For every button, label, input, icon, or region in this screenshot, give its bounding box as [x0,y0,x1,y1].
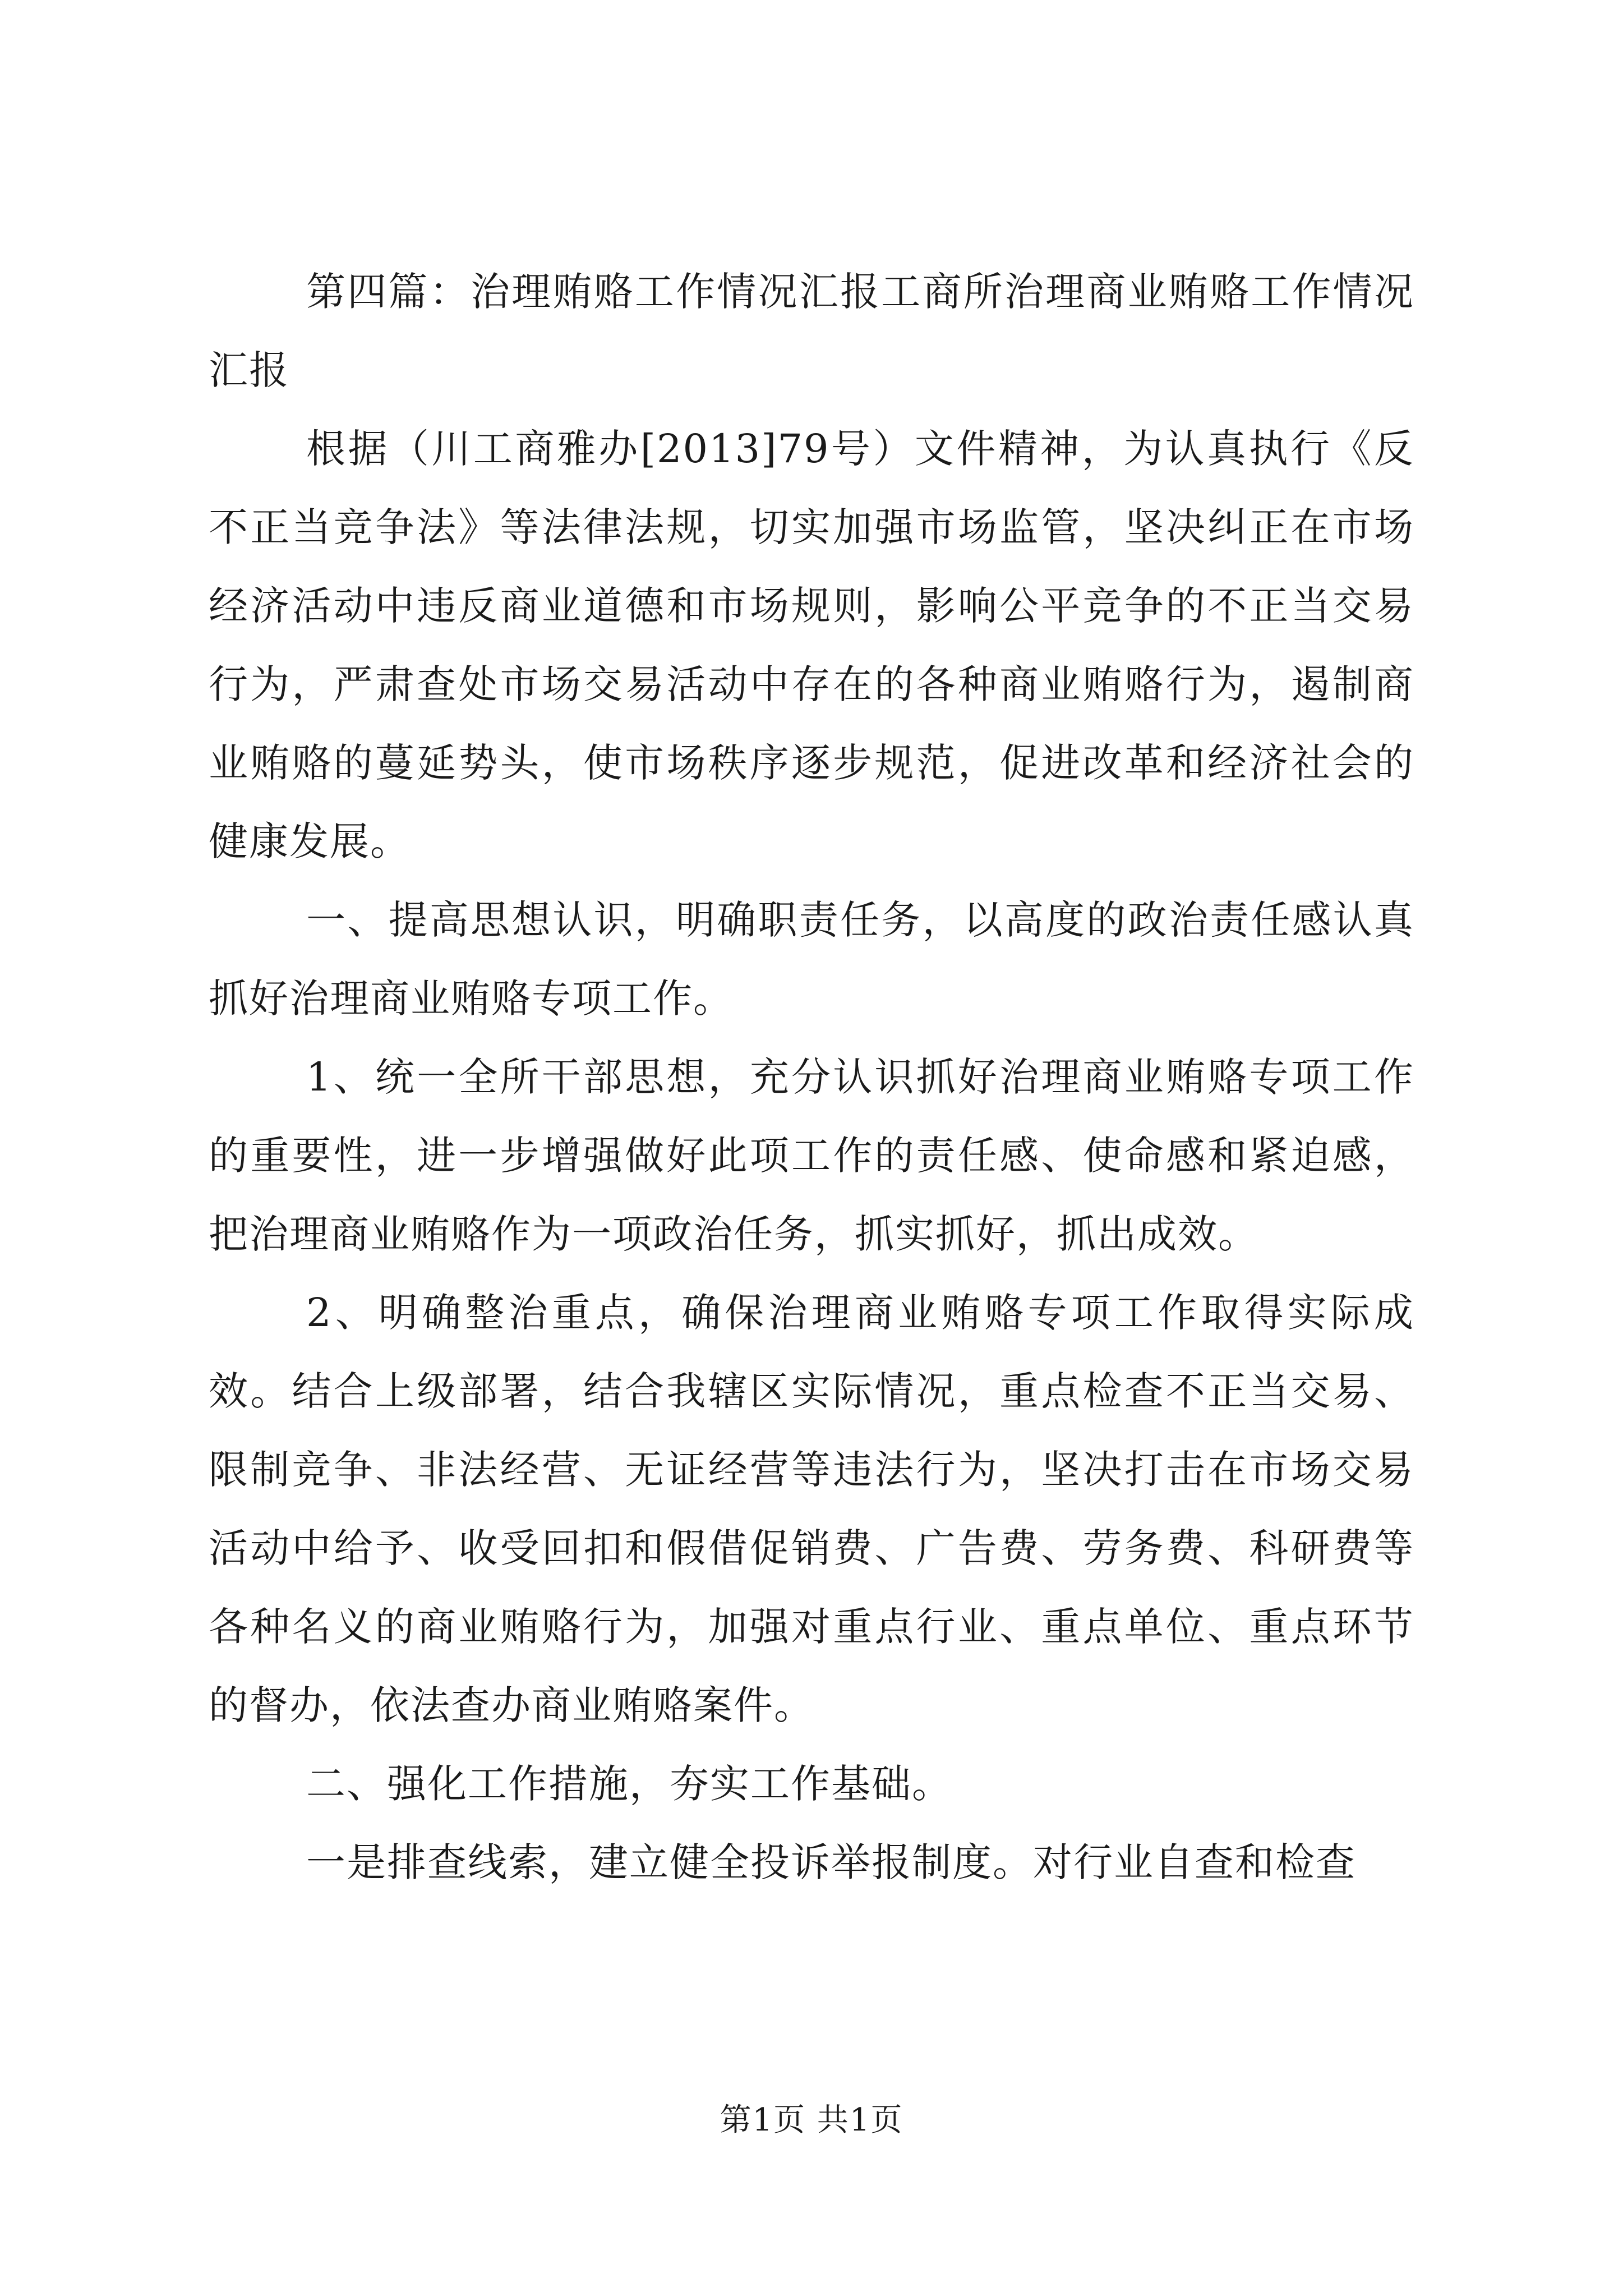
section-heading-two: 二、强化工作措施，夯实工作基础。 [306,1761,952,1807]
page-footer: 第1页 共1页 [720,2102,903,2138]
document-body [209,252,1414,1902]
paragraph-item-1: 1、统一全所干部思想，充分认识抓好治理商业贿赂专项工作的重要性，进一步增强做好此项工作的责任感、使命感和紧迫感，把治理商业贿赂作为一项政治任务，抓实抓好，抓出成效。 [209,1054,1414,1257]
paragraph-intro: 根据（川工商雅办[2013]79号）文件精神，为认真执行《反不正当竞争法》等法律法规，切实加强市场监管，坚决纠正在市场经济活动中违反商业道德和市场规则，影响公平竞争的不正当交易行为，严肃查处市场交易活动中存在的各种商业贿赂行为，遏制商业贿赂的蔓延势头，使市场秩序逐步规范，促进改革和经济社会的健康发展。 [209,426,1414,864]
paragraph-measure-1: 一是排查线索，建立健全投诉举报制度。对行业自查和检查 [306,1839,1356,1885]
paragraph-item-2: 2、明确整治重点，确保治理商业贿赂专项工作取得实际成效。结合上级部署，结合我辖区实际情况，重点检查不正当交易、限制竞争、非法经营、无证经营等违法行为，坚决打击在市场交易活动中给予、收受回扣和假借促销费、广告费、劳务费、科研费等各种名义的商业贿赂行为，加强对重点行业、重点单位、重点环节的督办，依法查办商业贿赂案件。 [209,1290,1414,1728]
document-title: 第四篇：治理贿赂工作情况汇报工商所治理商业贿赂工作情况汇报 [209,269,1414,393]
section-heading-one: 一、提高思想认识，明确职责任务，以高度的政治责任感认真抓好治理商业贿赂专项工作。 [209,897,1414,1022]
